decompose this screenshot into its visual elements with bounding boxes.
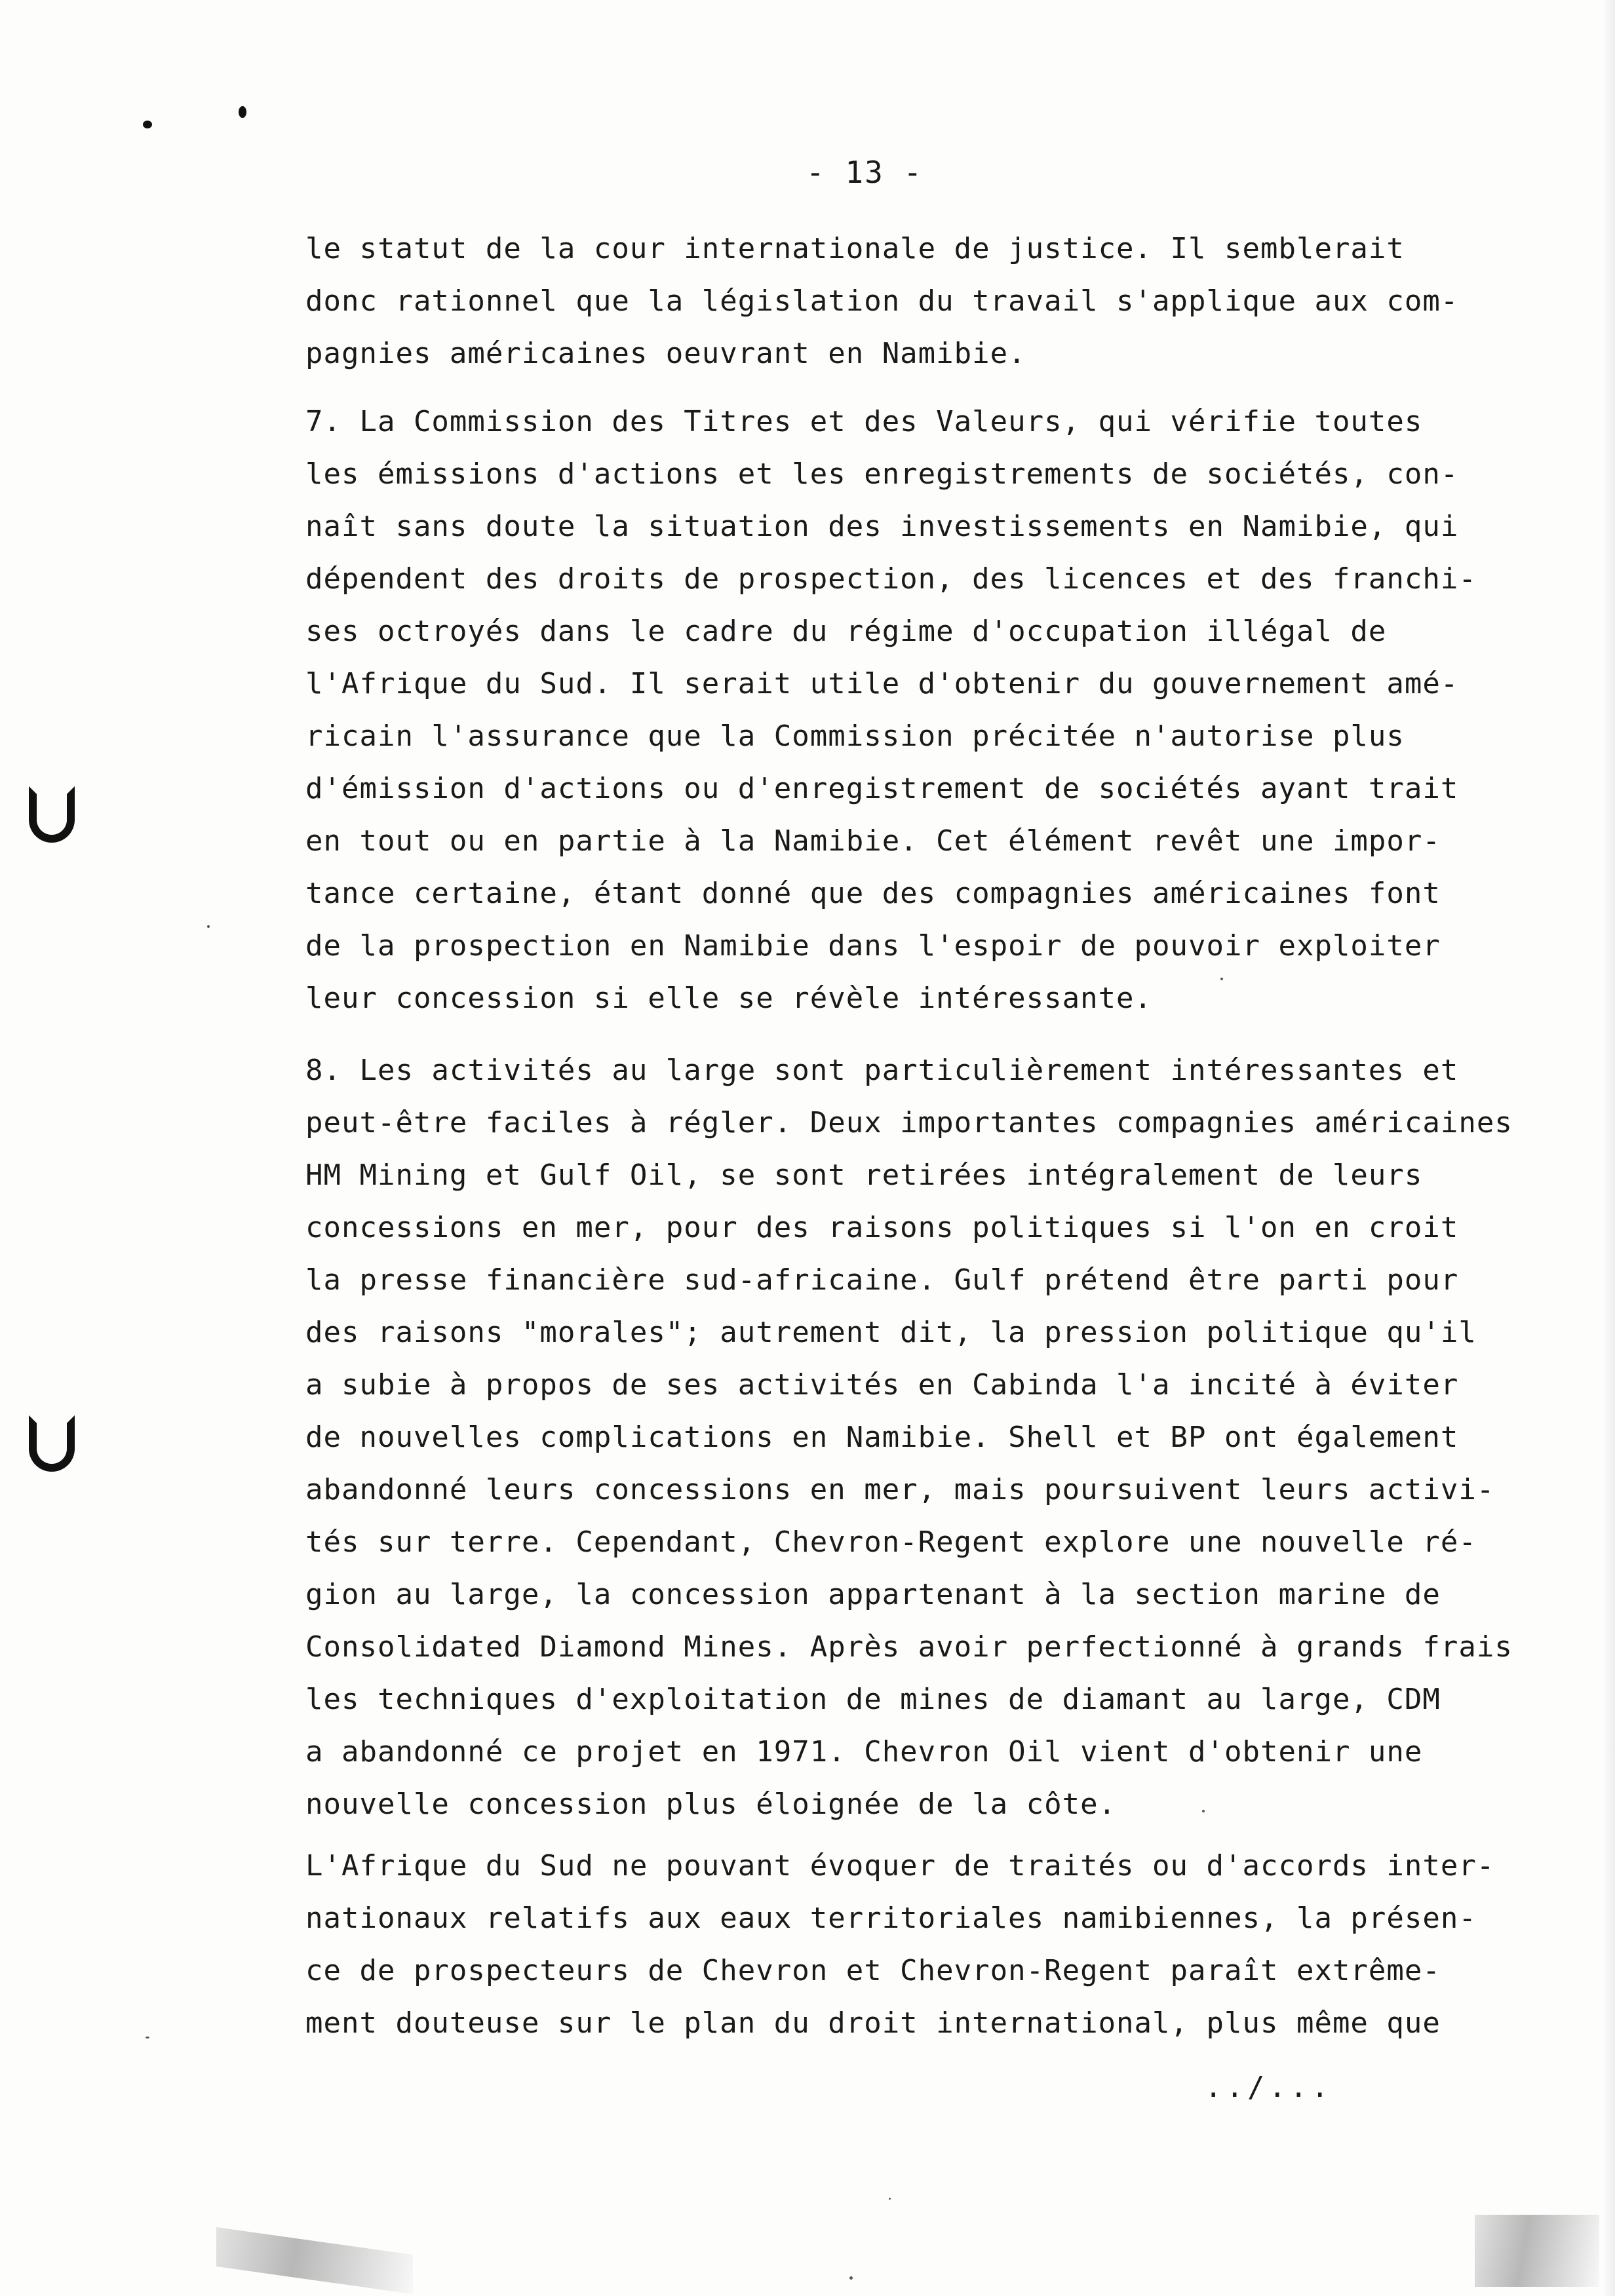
scan-speck bbox=[1202, 1810, 1205, 1812]
text-line: 8. Les activités au large sont particulièrement intéressantes et bbox=[305, 1054, 1459, 1087]
text-line: HM Mining et Gulf Oil, se sont retirées intégralement de leurs bbox=[305, 1158, 1423, 1192]
text-line: gion au large, la concession appartenant à la section marine de bbox=[305, 1578, 1441, 1611]
text-line: l'Afrique du Sud. Il serait utile d'obtenir du gouvernement amé- bbox=[305, 667, 1459, 700]
scan-speck bbox=[207, 925, 210, 928]
text-line: ricain l'assurance que la Commission précitée n'autorise plus bbox=[305, 719, 1405, 753]
text-line: ses octroyés dans le cadre du régime d'occupation illégal de bbox=[305, 615, 1387, 648]
text-line: les émissions d'actions et les enregistrements de sociétés, con- bbox=[305, 457, 1459, 491]
text-line: ment douteuse sur le plan du droit international, plus même que bbox=[305, 2006, 1441, 2040]
text-line: donc rationnel que la législation du travail s'applique aux com- bbox=[305, 284, 1459, 318]
text-line: tés sur terre. Cependant, Chevron-Regent explore une nouvelle ré- bbox=[305, 1525, 1477, 1559]
text-line: naît sans doute la situation des investissements en Namibie, qui bbox=[305, 510, 1459, 543]
scan-smudge bbox=[216, 2227, 413, 2294]
text-line: ce de prospecteurs de Chevron et Chevron-Regent paraît extrême- bbox=[305, 1954, 1441, 1987]
text-line: a abandonné ce projet en 1971. Chevron Oil vient d'obtenir une bbox=[305, 1735, 1423, 1769]
text-line: tance certaine, étant donné que des compagnies américaines font bbox=[305, 877, 1441, 910]
scan-speck bbox=[1220, 978, 1223, 980]
punch-hole-mark bbox=[29, 1415, 75, 1472]
text-line: peut-être faciles à régler. Deux importantes compagnies américaines bbox=[305, 1106, 1513, 1139]
text-line: le statut de la cour internationale de justice. Il semblerait bbox=[305, 232, 1405, 265]
continuation-mark: ../... bbox=[1205, 2071, 1333, 2104]
text-line: en tout ou en partie à la Namibie. Cet élément revêt une impor- bbox=[305, 824, 1441, 858]
text-line: leur concession si elle se révèle intéressante. bbox=[305, 982, 1153, 1015]
ink-dot bbox=[143, 121, 152, 128]
text-line: nouvelle concession plus éloignée de la côte. bbox=[305, 1788, 1117, 1821]
page-edge bbox=[1601, 0, 1615, 2296]
text-line: nationaux relatifs aux eaux territoriales namibiennes, la présen- bbox=[305, 1902, 1477, 1935]
text-line: d'émission d'actions ou d'enregistrement de sociétés ayant trait bbox=[305, 772, 1459, 805]
text-line: dépendent des droits de prospection, des licences et des franchi- bbox=[305, 562, 1477, 596]
text-line: les techniques d'exploitation de mines de diamant au large, CDM bbox=[305, 1683, 1441, 1716]
text-line: des raisons "morales"; autrement dit, la pression politique qu'il bbox=[305, 1316, 1477, 1349]
scan-speck bbox=[146, 2037, 149, 2038]
scan-speck bbox=[889, 2198, 891, 2200]
punch-hole-mark bbox=[29, 786, 75, 843]
text-line: pagnies américaines oeuvrant en Namibie. bbox=[305, 337, 1026, 370]
text-line: la presse financière sud-africaine. Gulf prétend être parti pour bbox=[305, 1263, 1459, 1297]
text-line: a subie à propos de ses activités en Cabinda l'a incité à éviter bbox=[305, 1368, 1459, 1402]
page-number: - 13 - bbox=[806, 155, 924, 190]
text-line: Consolidated Diamond Mines. Après avoir perfectionné à grands frais bbox=[305, 1630, 1513, 1664]
scan-smudge bbox=[1475, 2215, 1599, 2287]
text-line: concessions en mer, pour des raisons politiques si l'on en croit bbox=[305, 1211, 1459, 1244]
scan-speck bbox=[849, 2276, 853, 2280]
text-line: abandonné leurs concessions en mer, mais poursuivent leurs activi- bbox=[305, 1473, 1495, 1506]
text-line: de la prospection en Namibie dans l'espoir de pouvoir exploiter bbox=[305, 929, 1441, 963]
text-line: L'Afrique du Sud ne pouvant évoquer de traités ou d'accords inter- bbox=[305, 1849, 1495, 1883]
text-line: de nouvelles complications en Namibie. Shell et BP ont également bbox=[305, 1421, 1459, 1454]
ink-dot bbox=[239, 106, 246, 118]
text-line: 7. La Commission des Titres et des Valeurs, qui vérifie toutes bbox=[305, 405, 1423, 438]
